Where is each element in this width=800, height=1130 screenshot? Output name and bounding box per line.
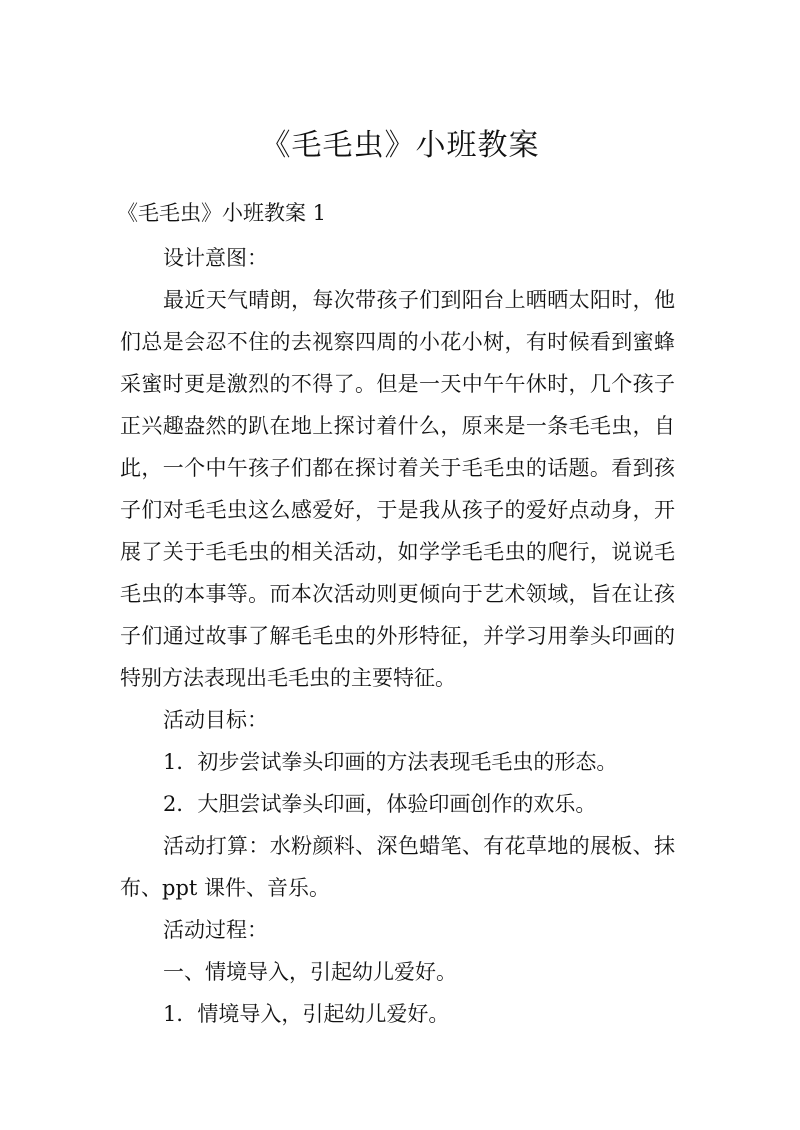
design-intent-line: 特别方法表现出毛毛虫的主要特征。	[120, 666, 456, 690]
design-intent-line: 采蜜时更是激烈的不得了。但是一天中午午休时，几个孩子	[120, 372, 675, 396]
process-section-heading: 一、情境导入，引起幼儿爱好。	[163, 960, 457, 984]
lesson-subtitle: 《毛毛虫》小班教案 1	[117, 201, 327, 225]
document-title: 《毛毛虫》小班教案	[260, 128, 540, 163]
design-intent-line: 最近天气晴朗，每次带孩子们到阳台上晒晒太阳时，他	[163, 288, 675, 312]
activity-process-heading: 活动过程：	[163, 918, 268, 942]
design-intent-line: 子们对毛毛虫这么感爱好，于是我从孩子的爱好点动身，开	[120, 498, 675, 522]
activity-preparation-line: 活动打算：水粉颜料、深色蜡笔、有花草地的展板、抹	[163, 834, 675, 858]
activity-goals-heading: 活动目标：	[163, 708, 268, 732]
activity-preparation-line: 布、ppt 课件、音乐。	[120, 876, 330, 900]
design-intent-line: 展了关于毛毛虫的相关活动，如学学毛毛虫的爬行，说说毛	[120, 540, 675, 564]
design-intent-heading: 设计意图：	[163, 246, 268, 270]
process-step-item: 1．情境导入，引起幼儿爱好。	[163, 1002, 450, 1026]
design-intent-line: 此，一个中午孩子们都在探讨着关于毛毛虫的话题。看到孩	[120, 456, 675, 480]
design-intent-line: 们总是会忍不住的去视察四周的小花小树，有时候看到蜜蜂	[120, 330, 675, 354]
design-intent-line: 正兴趣盎然的趴在地上探讨着什么，原来是一条毛毛虫，自	[120, 414, 675, 438]
activity-goal-item: 2．大胆尝试拳头印画，体验印画创作的欢乐。	[163, 792, 597, 816]
design-intent-line: 子们通过故事了解毛毛虫的外形特征，并学习用拳头印画的	[120, 624, 675, 648]
activity-goal-item: 1．初步尝试拳头印画的方法表现毛毛虫的形态。	[163, 750, 618, 774]
design-intent-line: 毛虫的本事等。而本次活动则更倾向于艺术领域，旨在让孩	[120, 582, 675, 606]
